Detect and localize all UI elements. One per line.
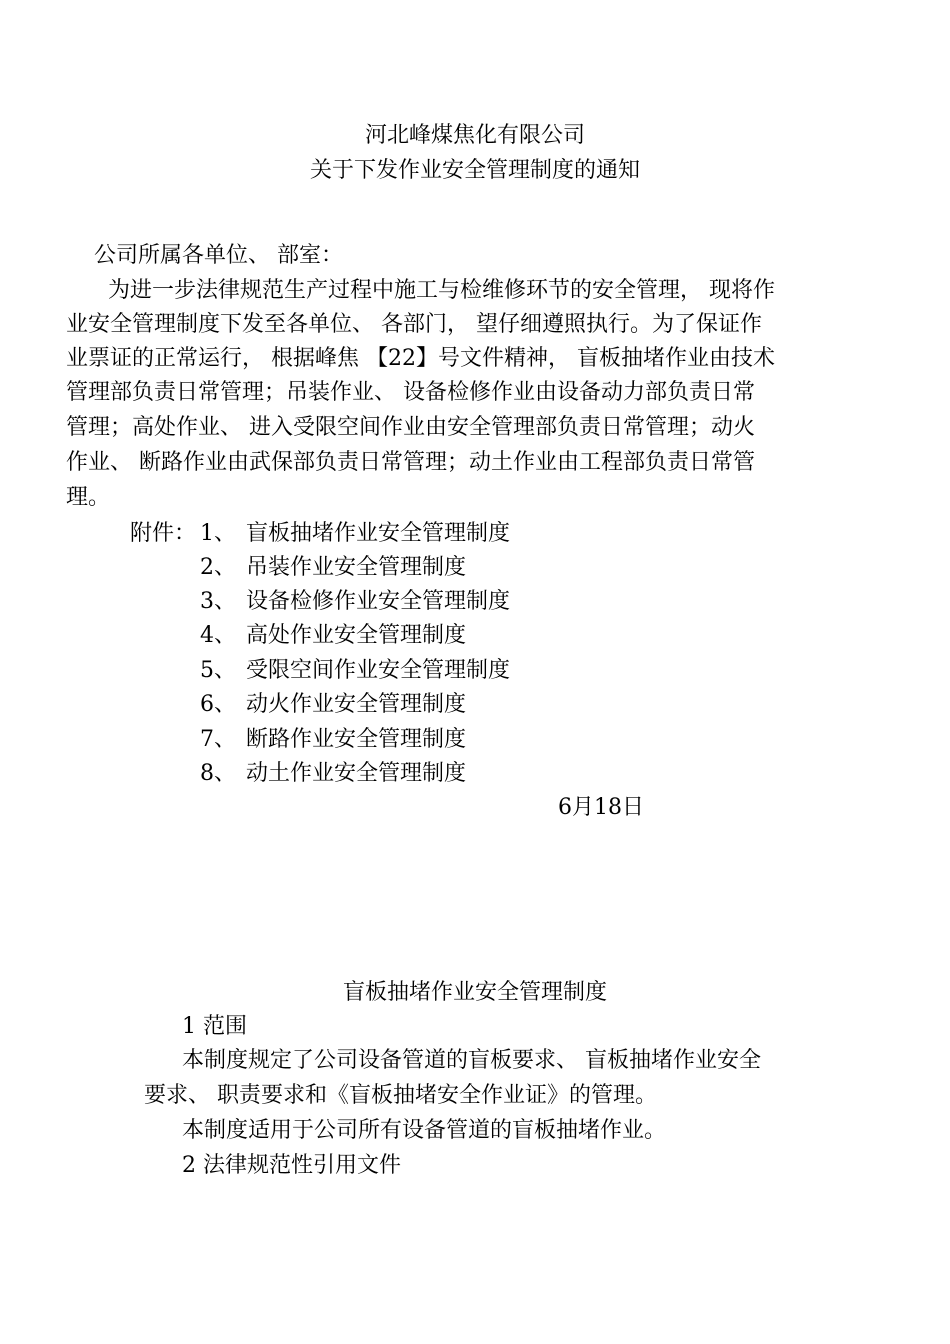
scope-paragraph-2: 本制度适用于公司所有设备管道的盲板抽堵作业。	[182, 1118, 667, 1143]
attachment-number: 3、	[200, 589, 236, 614]
body-line-3: 业票证的正常运行， 根据峰焦 【22】号文件精神， 盲板抽堵作业由技术	[66, 346, 775, 371]
regulation-title: 盲板抽堵作业安全管理制度	[342, 980, 607, 1005]
section-heading-references: 2 法律规范性引用文件	[182, 1153, 401, 1178]
attachment-item: 动土作业安全管理制度	[246, 761, 467, 786]
body-line-5: 管理；高处作业、 进入受限空间作业由安全管理部负责日常管理；动火	[66, 415, 755, 440]
salutation: 公司所属各单位、 部室：	[94, 243, 343, 268]
attachment-number: 2、	[200, 555, 236, 580]
attachment-item: 盲板抽堵作业安全管理制度	[246, 521, 511, 546]
attachment-item: 受限空间作业安全管理制度	[246, 658, 511, 683]
scope-paragraph-line-2: 要求、 职责要求和《盲板抽堵安全作业证》的管理。	[144, 1083, 657, 1108]
body-line-2: 业安全管理制度下发至各单位、 各部门， 望仔细遵照执行。为了保证作	[66, 312, 762, 337]
company-name: 河北峰煤焦化有限公司	[364, 123, 585, 148]
attachment-item: 动火作业安全管理制度	[246, 692, 467, 717]
attachment-number: 5、	[200, 658, 236, 683]
attachment-number: 8、	[200, 761, 236, 786]
body-line-6: 作业、 断路作业由武保部负责日常管理；动土作业由工程部负责日常管	[66, 450, 755, 475]
attachment-item: 高处作业安全管理制度	[246, 623, 467, 648]
attachment-item: 设备检修作业安全管理制度	[246, 589, 511, 614]
notice-date: 6月18日	[558, 795, 644, 820]
attachment-item: 吊装作业安全管理制度	[246, 555, 467, 580]
attachment-label: 附件：	[130, 521, 197, 546]
attachment-item: 断路作业安全管理制度	[246, 727, 467, 752]
attachment-number: 7、	[200, 727, 236, 752]
attachment-number: 4、	[200, 623, 236, 648]
notice-title: 关于下发作业安全管理制度的通知	[309, 158, 640, 183]
body-line-1: 为进一步法律规范生产过程中施工与检维修环节的安全管理， 现将作	[108, 278, 775, 303]
attachment-number: 1、	[200, 521, 236, 546]
body-line-4: 管理部负责日常管理；吊装作业、 设备检修作业由设备动力部负责日常	[66, 380, 755, 405]
attachment-number: 6、	[200, 692, 236, 717]
body-line-7: 理。	[66, 485, 111, 510]
scope-paragraph-line-1: 本制度规定了公司设备管道的盲板要求、 盲板抽堵作业安全	[182, 1048, 761, 1073]
section-heading-scope: 1 范围	[182, 1014, 247, 1039]
